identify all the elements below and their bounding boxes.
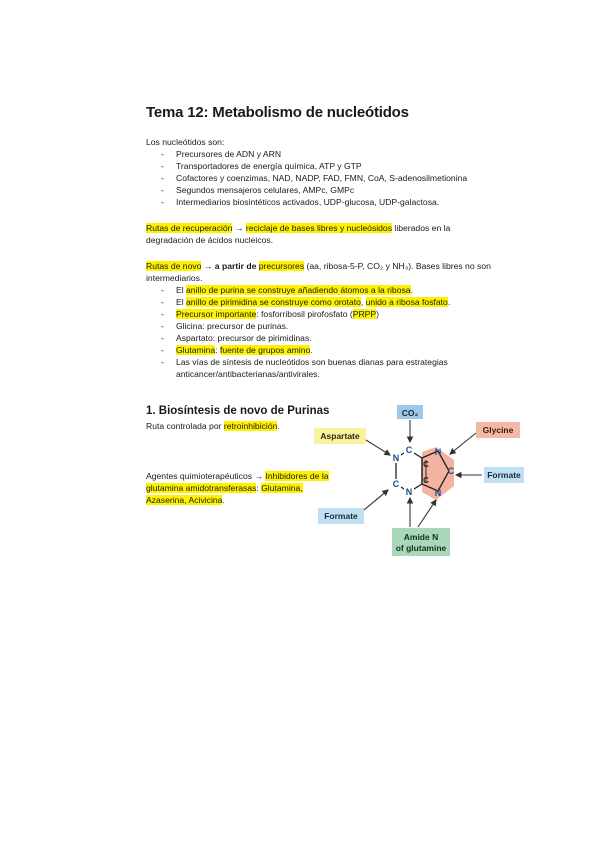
aspartate-label: Aspartate xyxy=(320,431,360,441)
arrow-glycine xyxy=(450,433,476,454)
highlight: glutamina amidotransferasas xyxy=(146,483,257,493)
intro-lead: Los nucleótidos son: xyxy=(146,137,225,147)
formate-left-label: Formate xyxy=(324,511,358,521)
highlight: Glutamina xyxy=(176,345,216,355)
text-span: (aa, ribosa-5-P, CO₂ y NH₃). Bases libres no son xyxy=(304,261,491,271)
highlight: unido a ribosa fosfato xyxy=(365,297,448,307)
arrow-aspartate xyxy=(366,440,390,455)
denovo-item: Glicina: precursor de purinas. xyxy=(176,321,289,331)
purine-origin-figure xyxy=(314,400,524,560)
highlight: Inhibidores de la xyxy=(265,471,329,481)
bullet-dash: - xyxy=(161,149,164,159)
bullet-dash: - xyxy=(161,345,164,355)
highlight: anillo de purina se construye añadiendo átomos a la ribosa xyxy=(186,285,411,295)
text-span: . xyxy=(410,285,413,295)
text-span: El xyxy=(176,285,187,295)
bullet-dash: - xyxy=(161,173,164,183)
text-span: . xyxy=(447,297,451,307)
atom-c: C xyxy=(392,479,400,489)
text-span: Agentes quimioterapéuticos → xyxy=(146,471,266,481)
arrow-formate-left xyxy=(364,490,388,510)
atom-n: N xyxy=(434,488,442,498)
agents-line3 xyxy=(146,494,225,506)
atom-c: C xyxy=(423,476,429,485)
bullet-dash: - xyxy=(161,197,164,207)
bullet-dash: - xyxy=(161,321,164,331)
denovo-item: Aspartato: precursor de pirimidinas. xyxy=(176,333,312,343)
page-title: Tema 12: Metabolismo de nucleótidos xyxy=(146,104,409,121)
text-span: El xyxy=(176,297,187,307)
recovery-paragraph xyxy=(146,222,450,234)
intro-item: Segundos mensajeros celulares, AMPc, GMPc xyxy=(176,185,355,195)
bullet-dash: - xyxy=(161,297,164,307)
arrow-amide-n3 xyxy=(418,500,436,527)
bullet-dash: - xyxy=(161,309,164,319)
denovo-item xyxy=(176,308,379,320)
text-span: : xyxy=(256,483,262,493)
highlight: Azaserina, Acivicina xyxy=(146,495,223,505)
denovo-item xyxy=(176,284,413,296)
highlight: anillo de pirimidina se construye como orotato xyxy=(186,297,361,307)
text-span: . xyxy=(277,421,280,431)
highlight: Rutas de novo xyxy=(146,261,202,271)
glycine-label: Glycine xyxy=(482,425,514,435)
atom-c: C xyxy=(447,466,455,476)
atom-c: C xyxy=(405,445,413,455)
formate-right-label: Formate xyxy=(487,470,521,480)
highlight: reciclaje de bases libres y nucleósidos xyxy=(245,223,393,233)
denovo-item-cont: anticancer/antibacterianas/antivirales. xyxy=(176,369,320,379)
atom-c: C xyxy=(423,460,429,469)
bullet-dash: - xyxy=(161,185,164,195)
bold-text: a partir de xyxy=(214,261,257,271)
bullet-dash: - xyxy=(161,161,164,171)
denovo-item: Las vías de síntesis de nucleótidos son buenas dianas para estrategias xyxy=(176,357,448,367)
denovo-paragraph xyxy=(146,260,491,272)
highlight: fuente de grupos amino xyxy=(219,345,311,355)
text-span: . xyxy=(310,345,313,355)
highlight: retroinhibición xyxy=(223,421,278,431)
text-span: . xyxy=(222,495,225,505)
highlight: Glutamina, xyxy=(261,483,303,493)
agents-line1 xyxy=(146,470,329,482)
bullet-dash: - xyxy=(161,357,164,367)
text-span: : xyxy=(215,345,220,355)
denovo-item xyxy=(176,296,450,308)
intro-item: Intermediarios biosintéticos activados, UDP-glucosa, UDP-galactosa. xyxy=(176,197,440,207)
highlight: PRPP xyxy=(352,309,377,319)
text-span: , xyxy=(360,297,366,307)
amide-label-line2: of glutamine xyxy=(395,543,447,553)
atom-n: N xyxy=(392,453,400,463)
highlight: Precursor importante xyxy=(176,309,257,319)
section-line xyxy=(146,420,280,432)
intro-item: Precursores de ADN y ARN xyxy=(176,149,282,159)
intro-item: Cofactores y coenzimas, NAD, NADP, FAD, FMN, CoA, S-adenosilmetionina xyxy=(176,173,468,183)
section-heading: 1. Biosíntesis de novo de Purinas xyxy=(146,405,330,417)
highlight: Rutas de recuperación xyxy=(146,223,233,233)
denovo-line2: intermediarios. xyxy=(146,273,203,283)
agents-line2 xyxy=(146,482,303,494)
intro-item: Transportadores de energía química, ATP y GTP xyxy=(176,161,362,171)
recovery-line2: degradación de ácidos nucleicos. xyxy=(146,235,274,245)
bullet-dash: - xyxy=(161,285,164,295)
arrow-text: → xyxy=(201,261,215,271)
text-span: Ruta controlada por xyxy=(146,421,224,431)
co2-label: CO₂ xyxy=(401,408,419,418)
text-span: liberados en la xyxy=(392,223,451,233)
amide-label-line1: Amide N xyxy=(403,532,439,542)
highlight: precursores xyxy=(258,261,305,271)
arrow-text: → xyxy=(232,223,246,233)
denovo-item xyxy=(176,344,313,356)
text-span: ) xyxy=(376,309,380,319)
purine-figure-svg xyxy=(314,400,524,560)
atom-n: N xyxy=(405,487,413,497)
text-span: : fosforribosil pirofosfato ( xyxy=(256,309,353,319)
bullet-dash: - xyxy=(161,333,164,343)
atom-n: N xyxy=(434,447,442,457)
